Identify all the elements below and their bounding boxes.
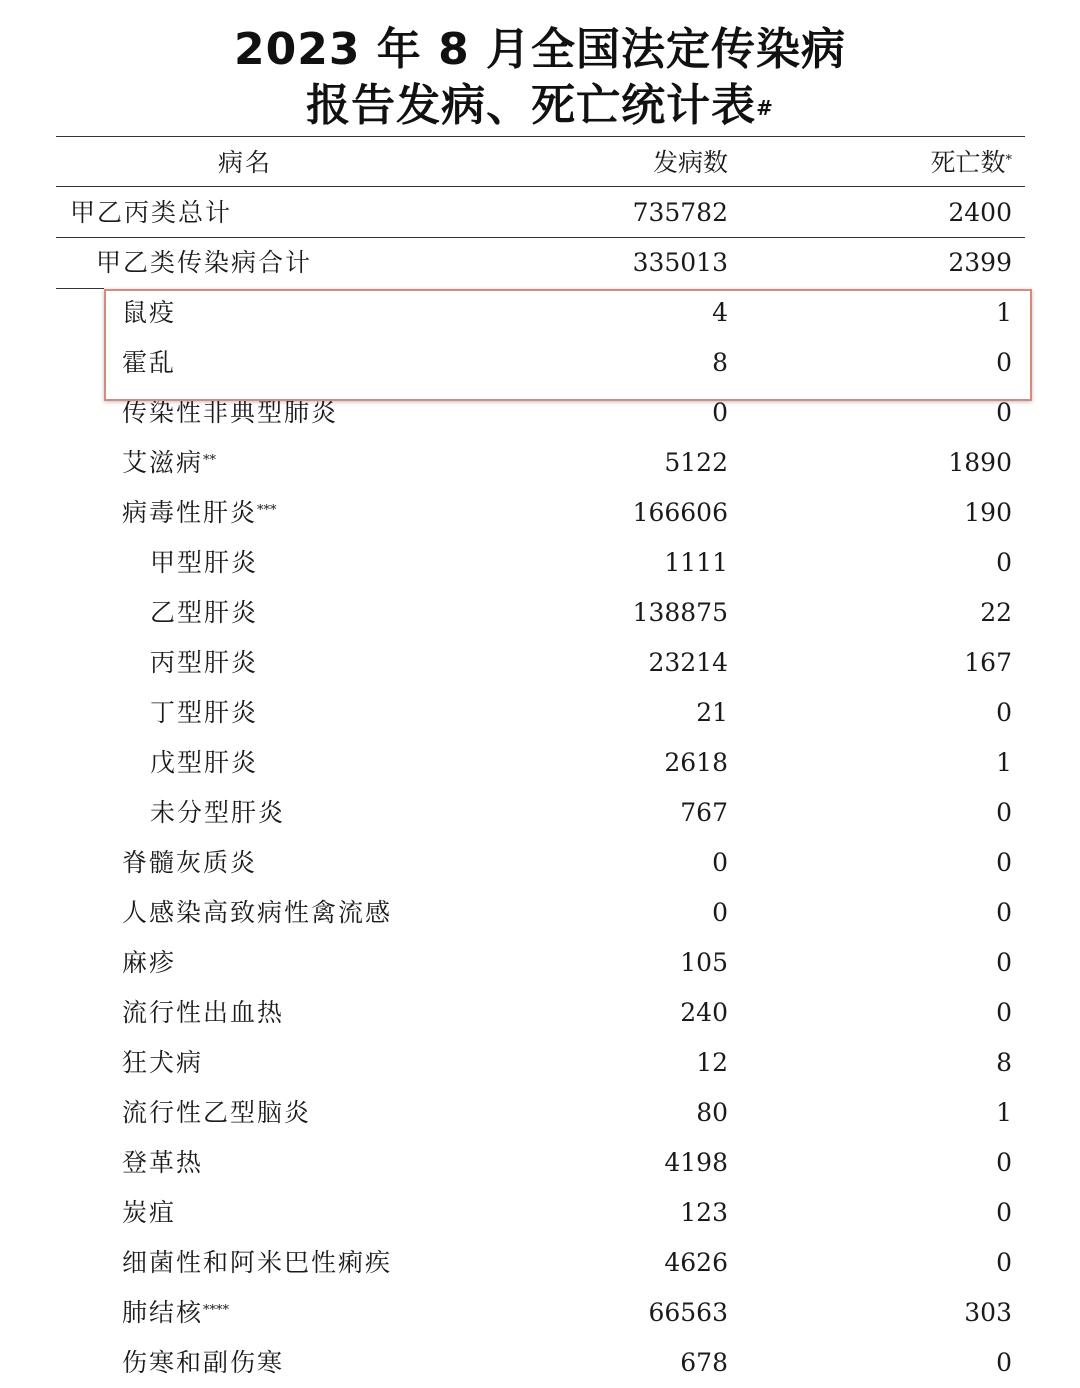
row-deaths: 0 bbox=[996, 1248, 1012, 1277]
row-incidence: 1111 bbox=[664, 548, 728, 577]
row-disease-name-text: 脊髓灰质炎 bbox=[122, 848, 258, 877]
row-footnote-mark: **** bbox=[203, 1303, 230, 1318]
row-disease-name-text: 登革热 bbox=[122, 1148, 204, 1177]
row-incidence: 105 bbox=[680, 948, 728, 977]
table-row bbox=[0, 938, 1080, 988]
table-row bbox=[0, 738, 1080, 788]
table-row bbox=[0, 388, 1080, 438]
table-row bbox=[0, 588, 1080, 638]
row-disease-name-text: 伤寒和副伤寒 bbox=[122, 1348, 285, 1377]
row-footnote-mark: *** bbox=[257, 503, 277, 518]
row-incidence: 335013 bbox=[632, 248, 728, 277]
row-incidence: 80 bbox=[696, 1098, 728, 1127]
row-disease-name bbox=[122, 438, 216, 488]
row-disease-name bbox=[96, 238, 312, 288]
row-disease-name-text: 狂犬病 bbox=[122, 1048, 204, 1077]
row-disease-name bbox=[122, 938, 176, 988]
row-disease-name bbox=[122, 838, 257, 888]
table-row bbox=[0, 838, 1080, 888]
row-disease-name bbox=[150, 738, 258, 788]
row-disease-name-text: 传染性非典型肺炎 bbox=[122, 398, 339, 427]
row-incidence: 166606 bbox=[632, 498, 728, 527]
header-bottom-rule bbox=[56, 186, 1025, 187]
row-disease-name-text: 鼠疫 bbox=[122, 298, 177, 327]
row-incidence: 5122 bbox=[664, 448, 728, 477]
row-disease-name bbox=[122, 1088, 311, 1138]
row-deaths: 0 bbox=[996, 698, 1012, 727]
table-top-rule bbox=[56, 136, 1025, 137]
title-footnote-mark: # bbox=[756, 96, 774, 120]
page-title-line2 bbox=[0, 78, 1080, 134]
row-incidence: 8 bbox=[712, 348, 728, 377]
table-row bbox=[0, 1338, 1080, 1388]
row-disease-name bbox=[150, 638, 258, 688]
table-row bbox=[0, 538, 1080, 588]
row-incidence: 123 bbox=[680, 1198, 728, 1227]
table-row bbox=[0, 288, 1080, 338]
table-row bbox=[0, 688, 1080, 738]
row-deaths: 1 bbox=[996, 1098, 1012, 1127]
row-incidence: 678 bbox=[680, 1348, 728, 1377]
row-disease-name-text: 丙型肝炎 bbox=[150, 648, 259, 677]
row-deaths: 1 bbox=[996, 298, 1012, 327]
row-disease-name bbox=[150, 688, 258, 738]
page-title-line1: 2023 年 8 月全国法定传染病 bbox=[233, 24, 847, 75]
row-disease-name-text: 戊型肝炎 bbox=[150, 748, 259, 777]
row-incidence: 240 bbox=[680, 998, 728, 1027]
row-deaths: 0 bbox=[996, 998, 1012, 1027]
row-disease-name bbox=[150, 588, 258, 638]
row-deaths: 1890 bbox=[948, 448, 1012, 477]
table-row bbox=[0, 438, 1080, 488]
row-disease-name bbox=[122, 888, 392, 938]
row-disease-name-text: 未分型肝炎 bbox=[150, 798, 286, 827]
header-deaths bbox=[930, 138, 1012, 188]
row-disease-name-text: 人感染高致病性禽流感 bbox=[122, 898, 393, 927]
row-disease-name-text: 流行性出血热 bbox=[122, 998, 285, 1027]
row-incidence: 23214 bbox=[648, 648, 728, 677]
header-name: 病名 bbox=[217, 148, 272, 177]
table-row bbox=[0, 488, 1080, 538]
row-deaths: 2400 bbox=[948, 198, 1012, 227]
row-disease-name-text: 丁型肝炎 bbox=[150, 698, 259, 727]
table-row bbox=[0, 638, 1080, 688]
header-deaths-text: 死亡数 bbox=[930, 148, 1006, 177]
row-disease-name bbox=[150, 538, 258, 588]
row-disease-name bbox=[122, 1288, 229, 1338]
row-incidence: 66563 bbox=[648, 1298, 728, 1327]
row-disease-name bbox=[122, 288, 176, 338]
row-disease-name bbox=[150, 788, 285, 838]
row-disease-name-text: 霍乱 bbox=[122, 348, 177, 377]
row-incidence: 767 bbox=[680, 798, 728, 827]
row-disease-name-text: 甲乙丙类总计 bbox=[70, 198, 233, 227]
row-disease-name bbox=[70, 188, 232, 238]
row-footnote-mark: ** bbox=[203, 453, 217, 468]
table-row bbox=[0, 988, 1080, 1038]
row-disease-name bbox=[122, 488, 277, 538]
row-disease-name-text: 流行性乙型脑炎 bbox=[122, 1098, 312, 1127]
table-row bbox=[0, 1088, 1080, 1138]
row-incidence: 4198 bbox=[664, 1148, 728, 1177]
table-row bbox=[0, 1288, 1080, 1338]
row-deaths: 8 bbox=[996, 1048, 1012, 1077]
row-deaths: 167 bbox=[964, 648, 1012, 677]
row-deaths: 0 bbox=[996, 398, 1012, 427]
row-incidence: 0 bbox=[712, 898, 728, 927]
table-row bbox=[0, 238, 1080, 288]
table-row bbox=[0, 1138, 1080, 1188]
row-disease-name bbox=[122, 1338, 284, 1388]
row-disease-name bbox=[122, 1038, 203, 1088]
row-disease-name-text: 甲型肝炎 bbox=[150, 548, 259, 577]
row-deaths: 0 bbox=[996, 948, 1012, 977]
header-deaths-mark: * bbox=[1005, 153, 1012, 168]
row-incidence: 138875 bbox=[632, 598, 728, 627]
row-deaths: 0 bbox=[996, 1198, 1012, 1227]
row-deaths: 0 bbox=[996, 798, 1012, 827]
row-deaths: 0 bbox=[996, 1148, 1012, 1177]
row-disease-name-text: 炭疽 bbox=[122, 1198, 177, 1227]
table-row bbox=[0, 338, 1080, 388]
row-disease-name-text: 艾滋病 bbox=[122, 448, 204, 477]
row-disease-name bbox=[122, 1238, 392, 1288]
row-deaths: 1 bbox=[996, 748, 1012, 777]
table-row bbox=[0, 788, 1080, 838]
header-incidence: 发病数 bbox=[652, 148, 728, 177]
title-line2-text: 报告发病、死亡统计表 bbox=[306, 80, 757, 131]
table-header bbox=[0, 138, 1080, 188]
row-incidence: 12 bbox=[696, 1048, 728, 1077]
row-deaths: 0 bbox=[996, 898, 1012, 927]
row-disease-name-text: 肺结核 bbox=[122, 1298, 204, 1327]
table-row bbox=[0, 1188, 1080, 1238]
row-deaths: 0 bbox=[996, 1348, 1012, 1377]
row-deaths: 0 bbox=[996, 348, 1012, 377]
row-disease-name bbox=[122, 1138, 203, 1188]
row-deaths: 190 bbox=[964, 498, 1012, 527]
row-deaths: 0 bbox=[996, 848, 1012, 877]
row-disease-name-text: 甲乙类传染病合计 bbox=[96, 248, 313, 277]
row-deaths: 2399 bbox=[948, 248, 1012, 277]
row-disease-name bbox=[122, 988, 284, 1038]
row-incidence: 2618 bbox=[664, 748, 728, 777]
row-disease-name-text: 乙型肝炎 bbox=[150, 598, 259, 627]
row-disease-name-text: 病毒性肝炎 bbox=[122, 498, 258, 527]
table-row bbox=[0, 1038, 1080, 1088]
row-deaths: 303 bbox=[964, 1298, 1012, 1327]
table-row bbox=[0, 888, 1080, 938]
row-incidence: 4 bbox=[712, 298, 728, 327]
row-incidence: 0 bbox=[712, 848, 728, 877]
row-disease-name bbox=[122, 388, 338, 438]
row-deaths: 0 bbox=[996, 548, 1012, 577]
row-disease-name-text: 细菌性和阿米巴性痢疾 bbox=[122, 1248, 393, 1277]
row-incidence: 4626 bbox=[664, 1248, 728, 1277]
row-incidence: 0 bbox=[712, 398, 728, 427]
row-deaths: 22 bbox=[980, 598, 1012, 627]
table-row bbox=[0, 1238, 1080, 1288]
row-incidence: 21 bbox=[696, 698, 728, 727]
row-incidence: 735782 bbox=[632, 198, 728, 227]
row-disease-name bbox=[122, 1188, 176, 1238]
row-disease-name bbox=[122, 338, 176, 388]
table-row bbox=[0, 188, 1080, 238]
row-disease-name-text: 麻疹 bbox=[122, 948, 177, 977]
